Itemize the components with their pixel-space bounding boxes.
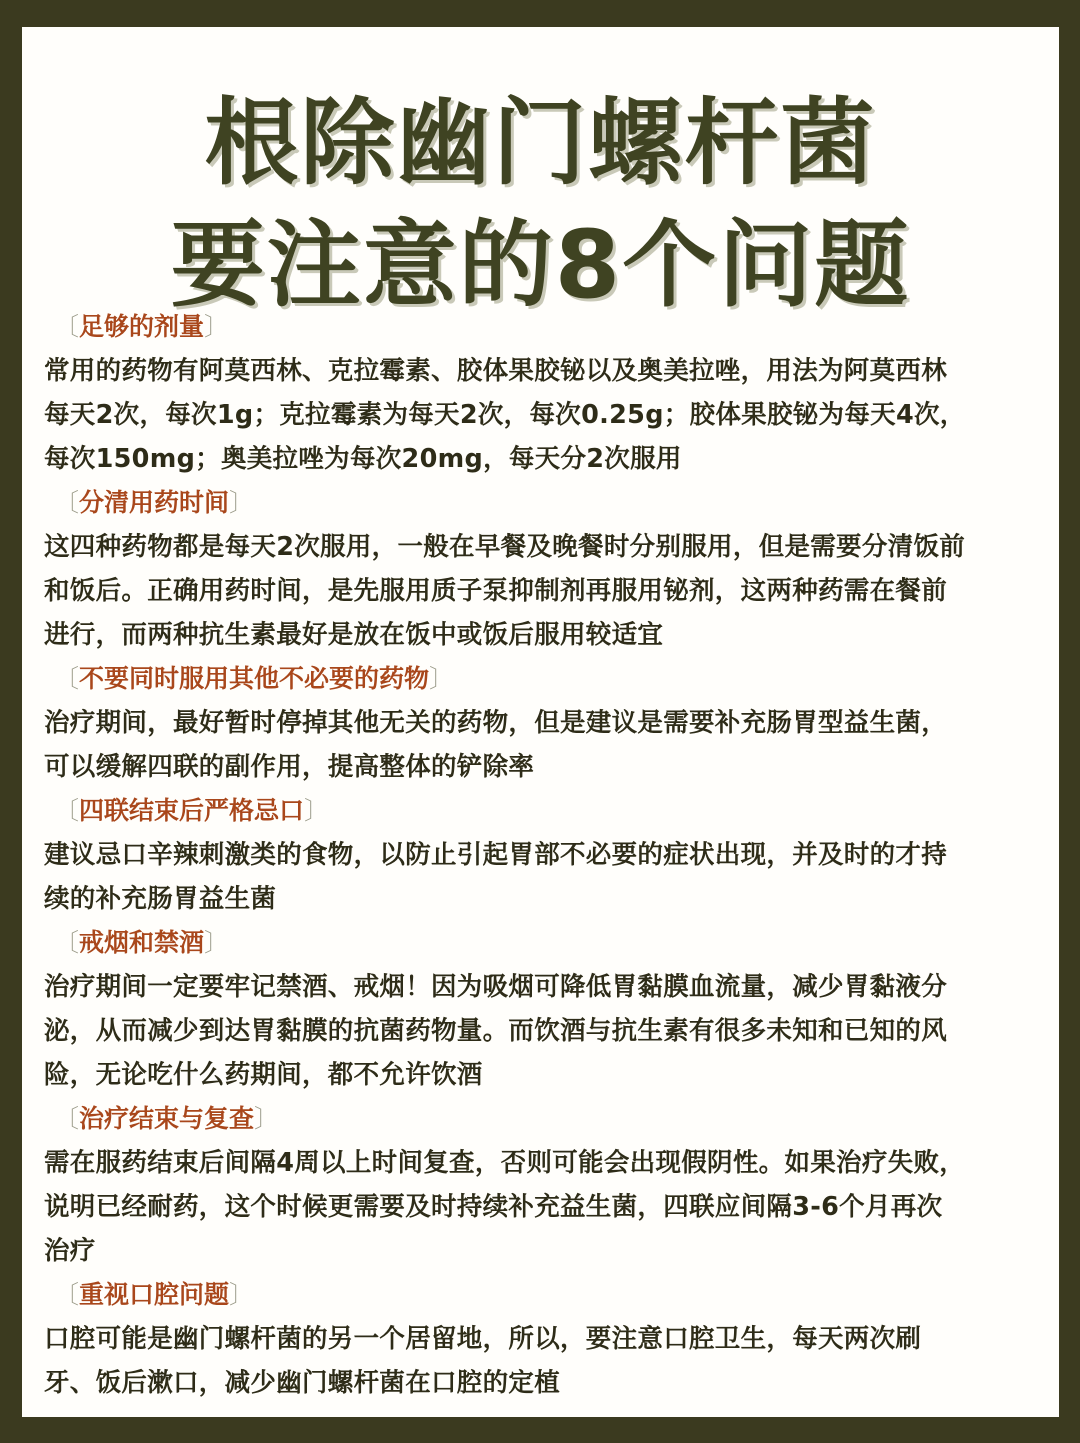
heading-text: 重视口腔问题: [79, 1280, 230, 1309]
section-heading: [54, 1097, 1044, 1141]
heading-text: 戒烟和禁酒: [79, 928, 205, 957]
poster-card: [22, 27, 1059, 1417]
body-line: 和饭后。正确用药时间，是先服用质子泵抑制剂再服用铋剂，这两种药需在餐前: [44, 576, 948, 606]
section: [44, 481, 1044, 657]
section: [44, 1097, 1044, 1273]
heading-text: 四联结束后严格忌口: [79, 796, 305, 825]
section: [44, 305, 1044, 481]
section-heading: [54, 481, 1044, 525]
section-heading: [54, 305, 1044, 349]
title-line-2: 要注意的8个问题: [170, 211, 911, 320]
body-line: 口腔可能是幽门螺杆菌的另一个居留地，所以，要注意口腔卫生，每天两次刷: [44, 1324, 922, 1354]
body-line: 需在服药结束后间隔4周以上时间复查，否则可能会出现假阴性。如果治疗失败，: [44, 1148, 966, 1178]
bracket-open: 〔: [54, 928, 80, 957]
bracket-close: 〕: [229, 488, 255, 517]
body-line: 可以缓解四联的副作用，提高整体的铲除率: [44, 752, 535, 782]
body-line: 泌，从而减少到达胃黏膜的抗菌药物量。而饮酒与抗生素有很多未知和已知的风: [44, 1016, 948, 1046]
section: [44, 1273, 1044, 1405]
bracket-open: 〔: [54, 312, 80, 341]
bracket-open: 〔: [54, 664, 80, 693]
section-heading: [54, 921, 1044, 965]
body-line: 治疗期间，最好暂时停掉其他无关的药物，但是建议是需要补充肠胃型益生菌，: [44, 708, 948, 738]
body-line: 这四种药物都是每天2次服用，一般在早餐及晚餐时分别服用，但是需要分清饭前: [44, 532, 966, 562]
section-heading: [54, 657, 1044, 701]
heading-text: 足够的剂量: [79, 312, 205, 341]
bracket-close: 〕: [204, 928, 230, 957]
section-heading: [54, 1273, 1044, 1317]
bracket-close: 〕: [304, 796, 330, 825]
bracket-close: 〕: [229, 1280, 255, 1309]
body-line: 常用的药物有阿莫西林、克拉霉素、胶体果胶铋以及奥美拉唑，用法为阿莫西林: [44, 356, 948, 386]
bracket-open: 〔: [54, 796, 80, 825]
bracket-open: 〔: [54, 488, 80, 517]
section: [44, 657, 1044, 789]
bracket-close: 〕: [204, 312, 230, 341]
body-line: 每次150mg；奥美拉唑为每次20mg，每天分2次服用: [44, 444, 682, 474]
body-line: 治疗期间一定要牢记禁酒、戒烟！因为吸烟可降低胃黏膜血流量，减少胃黏液分: [44, 972, 948, 1002]
section: [44, 789, 1044, 921]
bracket-open: 〔: [54, 1280, 80, 1309]
bracket-close: 〕: [254, 1104, 280, 1133]
body-line: 险，无论吃什么药期间，都不允许饮酒: [44, 1060, 483, 1090]
bracket-open: 〔: [54, 1104, 80, 1133]
body-line: 续的补充肠胃益生菌: [44, 884, 277, 914]
heading-text: 不要同时服用其他不必要的药物: [79, 664, 430, 693]
body-line: 每天2次，每次1g；克拉霉素为每天2次，每次0.25g；胶体果胶铋为每天4次，: [44, 400, 966, 430]
section: [44, 921, 1044, 1097]
body-line: 建议忌口辛辣刺激类的食物，以防止引起胃部不必要的症状出现，并及时的才持: [44, 840, 948, 870]
body-line: 治疗: [44, 1236, 96, 1266]
body-line: 说明已经耐药，这个时候更需要及时持续补充益生菌，四联应间隔3-6个月再次: [44, 1192, 943, 1222]
section-heading: [54, 789, 1044, 833]
content: [44, 305, 1044, 1405]
heading-text: 分清用药时间: [79, 488, 230, 517]
body-line: 牙、饭后漱口，减少幽门螺杆菌在口腔的定植: [44, 1368, 561, 1398]
heading-text: 治疗结束与复查: [79, 1104, 255, 1133]
title-line-1: 根除幽门螺杆菌: [204, 89, 877, 198]
body-line: 进行，而两种抗生素最好是放在饭中或饭后服用较适宜: [44, 620, 664, 650]
bracket-close: 〕: [429, 664, 455, 693]
